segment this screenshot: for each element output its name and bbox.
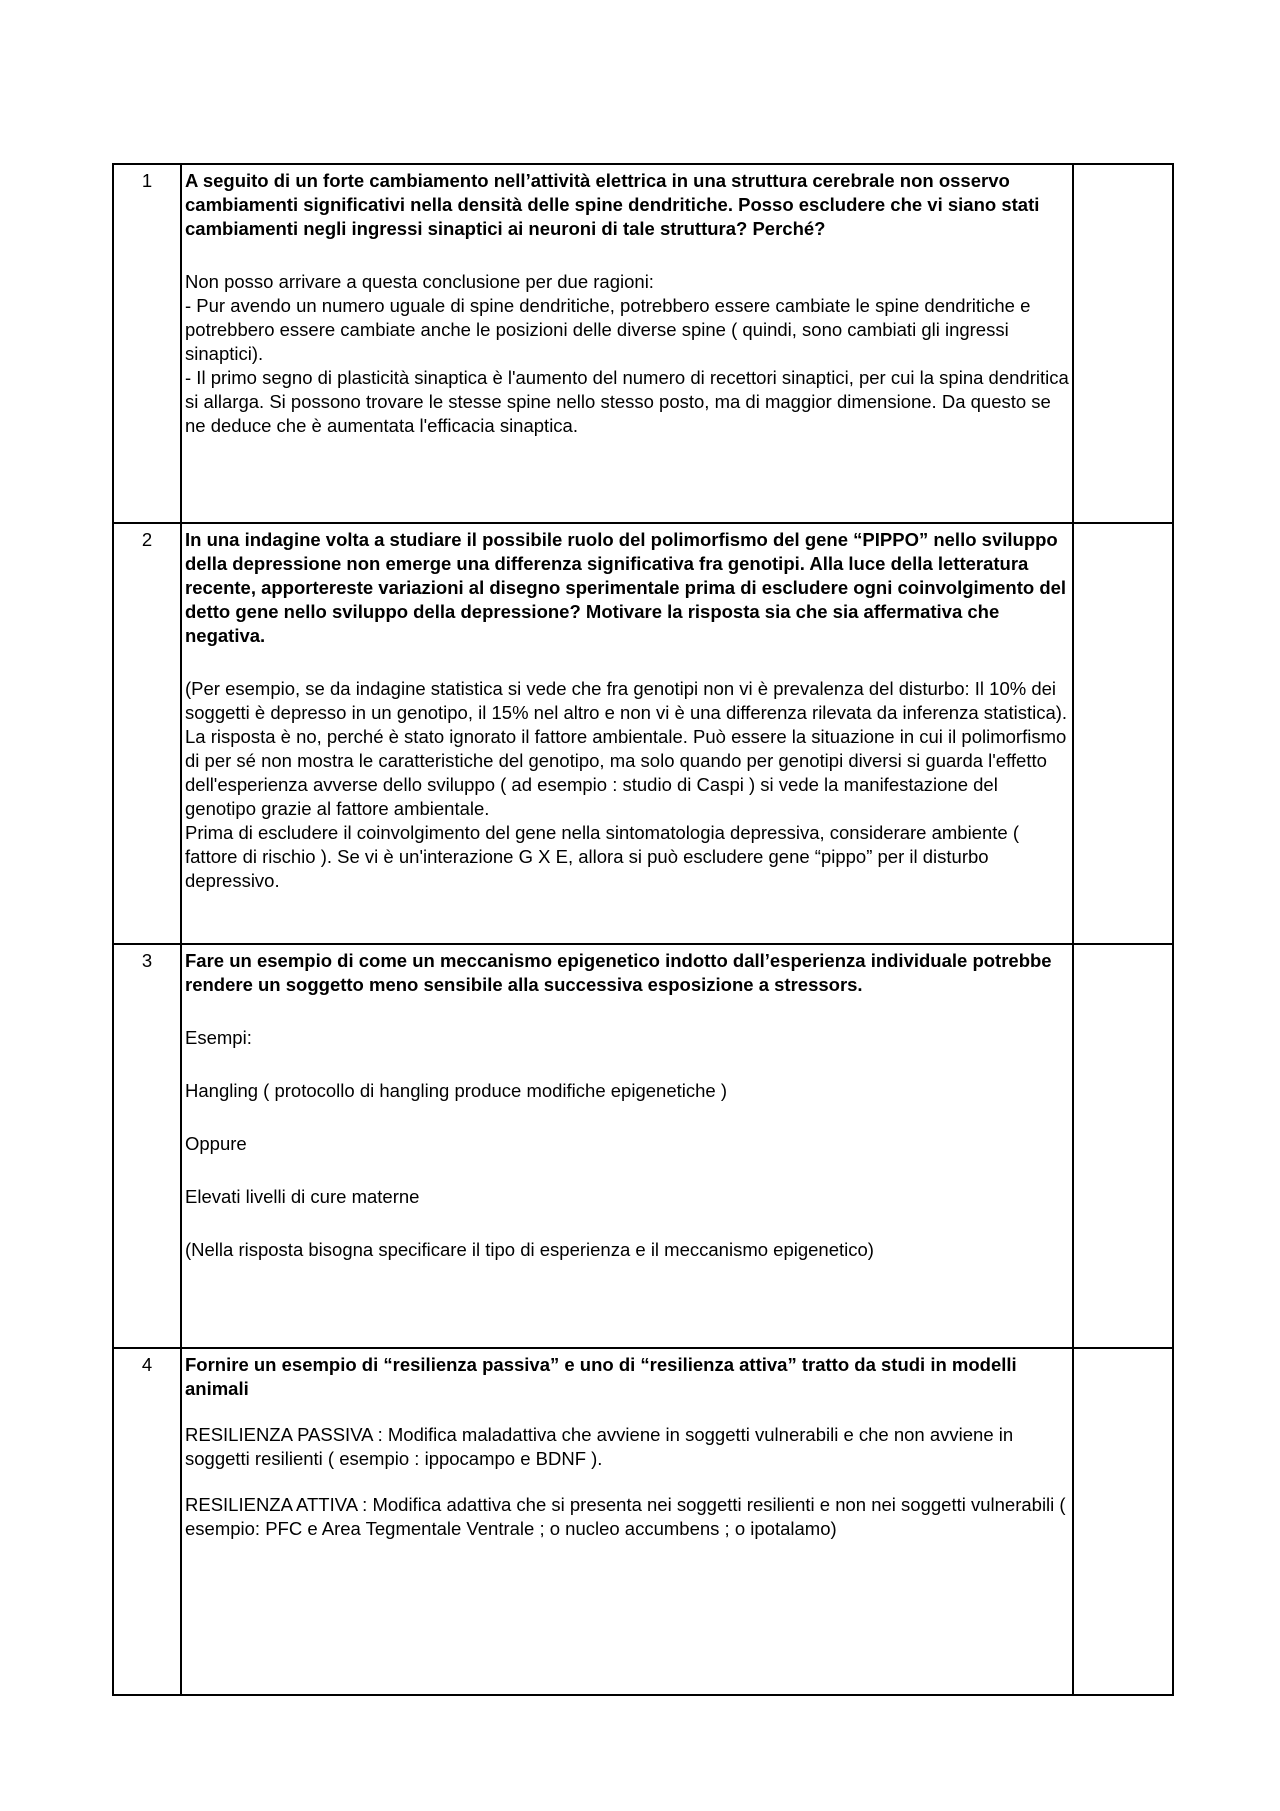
score-cell	[1073, 523, 1173, 944]
table-row	[113, 523, 1173, 944]
spacer	[185, 1103, 1069, 1132]
question-cell	[181, 164, 1073, 523]
score-cell	[1073, 944, 1173, 1348]
spacer	[185, 1050, 1069, 1079]
answer-line: Elevati livelli di cure materne	[185, 1186, 420, 1207]
answer-line: Esempi:	[185, 1027, 252, 1048]
spacer	[185, 1471, 1069, 1493]
answer-line: - Il primo segno di plasticità sinaptica è l'aumento del numero di recettori sinaptici, per cui la spina dendritica si allarga. Si possono trovare le stesse spine nello stesso posto, ma di maggior dimensione. Da questo se ne deduce che è aumentata l'efficacia sinaptica.	[185, 367, 1069, 436]
answer-line: Hangling ( protocollo di hangling produce modifiche epigenetiche )	[185, 1080, 727, 1101]
answer-line: La risposta è no, perché è stato ignorato il fattore ambientale. Può essere la situazione in cui il polimorfismo di per sé non mostra le caratteristiche del genotipo, ma solo quando per genotipi diversi si guarda l'effetto dell'esperienza avverse dello sviluppo ( ad esempio : studio di Caspi ) si vede la manifestazione del genotipo grazie al fattore ambientale.	[185, 726, 1067, 819]
question-cell	[181, 523, 1073, 944]
question-cell	[181, 1348, 1073, 1695]
question-number: 3	[113, 944, 181, 1348]
answer-line: Oppure	[185, 1133, 247, 1154]
question-text: Fornire un esempio di “resilienza passiva” e uno di “resilienza attiva” tratto da studi in modelli animali	[185, 1354, 1017, 1399]
table-row	[113, 944, 1173, 1348]
answer-line: Prima di escludere il coinvolgimento del gene nella sintomatologia depressiva, considerare ambiente ( fattore di rischio ). Se vi è un'interazione G X E, allora si può escludere gene “pippo” per il disturbo depressivo.	[185, 822, 1019, 891]
question-text: Fare un esempio di come un meccanismo epigenetico indotto dall’esperienza individuale potrebbe rendere un soggetto meno sensibile alla successiva esposizione a stressors.	[185, 950, 1052, 995]
question-table	[112, 163, 1174, 1696]
answer-line: RESILIENZA PASSIVA : Modifica maladattiva che avviene in soggetti vulnerabili e che non avviene in soggetti resilienti ( esempio : ippocampo e BDNF ).	[185, 1424, 1014, 1469]
question-number: 2	[113, 523, 181, 944]
table-row	[113, 1348, 1173, 1695]
score-cell	[1073, 164, 1173, 523]
score-cell	[1073, 1348, 1173, 1695]
spacer	[185, 1209, 1069, 1238]
answer-line: - Pur avendo un numero uguale di spine dendritiche, potrebbero essere cambiate le spine dendritiche e potrebbero essere cambiate anche le posizioni delle diverse spine ( quindi, sono cambiati gli ingressi sinaptici).	[185, 295, 1031, 364]
question-number: 4	[113, 1348, 181, 1695]
spacer	[185, 1156, 1069, 1185]
question-number: 1	[113, 164, 181, 523]
question-cell	[181, 944, 1073, 1348]
answer-line: Non posso arrivare a questa conclusione per due ragioni:	[185, 271, 654, 292]
question-text: In una indagine volta a studiare il possibile ruolo del polimorfismo del gene “PIPPO” nello sviluppo della depressione non emerge una differenza significativa fra genotipi. Alla luce della letteratura recente, apportereste variazioni al disegno sperimentale prima di escludere ogni coinvolgimento del detto gene nello sviluppo della depressione? Motivare la risposta sia che sia affermativa che negativa.	[185, 529, 1067, 646]
answer-line: (Nella risposta bisogna specificare il tipo di esperienza e il meccanismo epigenetico)	[185, 1239, 874, 1260]
answer-line: RESILIENZA ATTIVA : Modifica adattiva che si presenta nei soggetti resilienti e non nei soggetti vulnerabili ( esempio: PFC e Area Tegmentale Ventrale ; o nucleo accumbens ; o ipotalamo)	[185, 1494, 1066, 1539]
table-row	[113, 164, 1173, 523]
question-text: A seguito di un forte cambiamento nell’attività elettrica in una struttura cerebrale non osservo cambiamenti significativi nella densità delle spine dendritiche. Posso escludere che vi siano stati cambiamenti negli ingressi sinaptici ai neuroni di tale struttura? Perché?	[185, 170, 1040, 239]
answer-line: (Per esempio, se da indagine statistica si vede che fra genotipi non vi è prevalenza del disturbo: Il 10% dei soggetti è depresso in un genotipo, il 15% nel altro e non vi è una differenza rilevata da inferenza statistica).	[185, 678, 1068, 723]
